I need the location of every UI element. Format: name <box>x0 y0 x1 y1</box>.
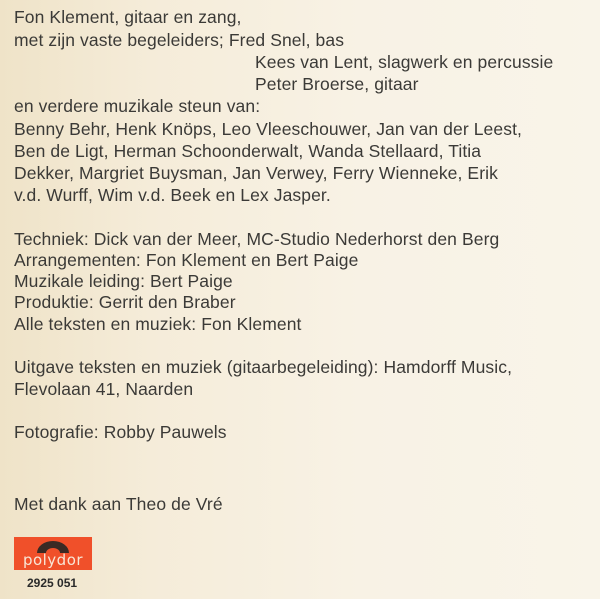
publishing-line: Flevolaan 41, Naarden <box>14 379 194 399</box>
credit-line-indented: Kees van Lent, slagwerk en percussie <box>255 52 554 72</box>
production-line: Alle teksten en muziek: Fon Klement <box>14 314 302 334</box>
production-line: Produktie: Gerrit den Braber <box>14 292 236 312</box>
logo-text: polydor <box>22 551 84 569</box>
support-intro: en verdere muzikale steun van: <box>14 96 261 116</box>
production-line: Muzikale leiding: Bert Paige <box>14 271 233 291</box>
support-names-line: Ben de Ligt, Herman Schoonderwalt, Wanda Stellaard, Titia <box>14 141 482 161</box>
support-names-line: Dekker, Margriet Buysman, Jan Verwey, Ferry Wienneke, Erik <box>14 163 498 183</box>
support-names-line: Benny Behr, Henk Knöps, Leo Vleeschouwer, Jan van der Leest, <box>14 119 522 139</box>
catalog-number: 2925 051 <box>27 576 78 590</box>
credit-line: Fon Klement, gitaar en zang, <box>14 7 242 27</box>
production-line: Arrangementen: Fon Klement en Bert Paige <box>14 250 359 270</box>
polydor-logo <box>14 537 92 570</box>
production-line: Techniek: Dick van der Meer, MC-Studio Nederhorst den Berg <box>14 229 500 249</box>
credit-line-indented: Peter Broerse, gitaar <box>255 74 419 94</box>
support-names-line: v.d. Wurff, Wim v.d. Beek en Lex Jasper. <box>14 185 331 205</box>
thanks-line: Met dank aan Theo de Vré <box>14 494 223 514</box>
photography-credit: Fotografie: Robby Pauwels <box>14 422 227 442</box>
publishing-line: Uitgave teksten en muziek (gitaarbegeleiding): Hamdorff Music, <box>14 357 513 377</box>
credit-line: met zijn vaste begeleiders; Fred Snel, bas <box>14 30 345 50</box>
